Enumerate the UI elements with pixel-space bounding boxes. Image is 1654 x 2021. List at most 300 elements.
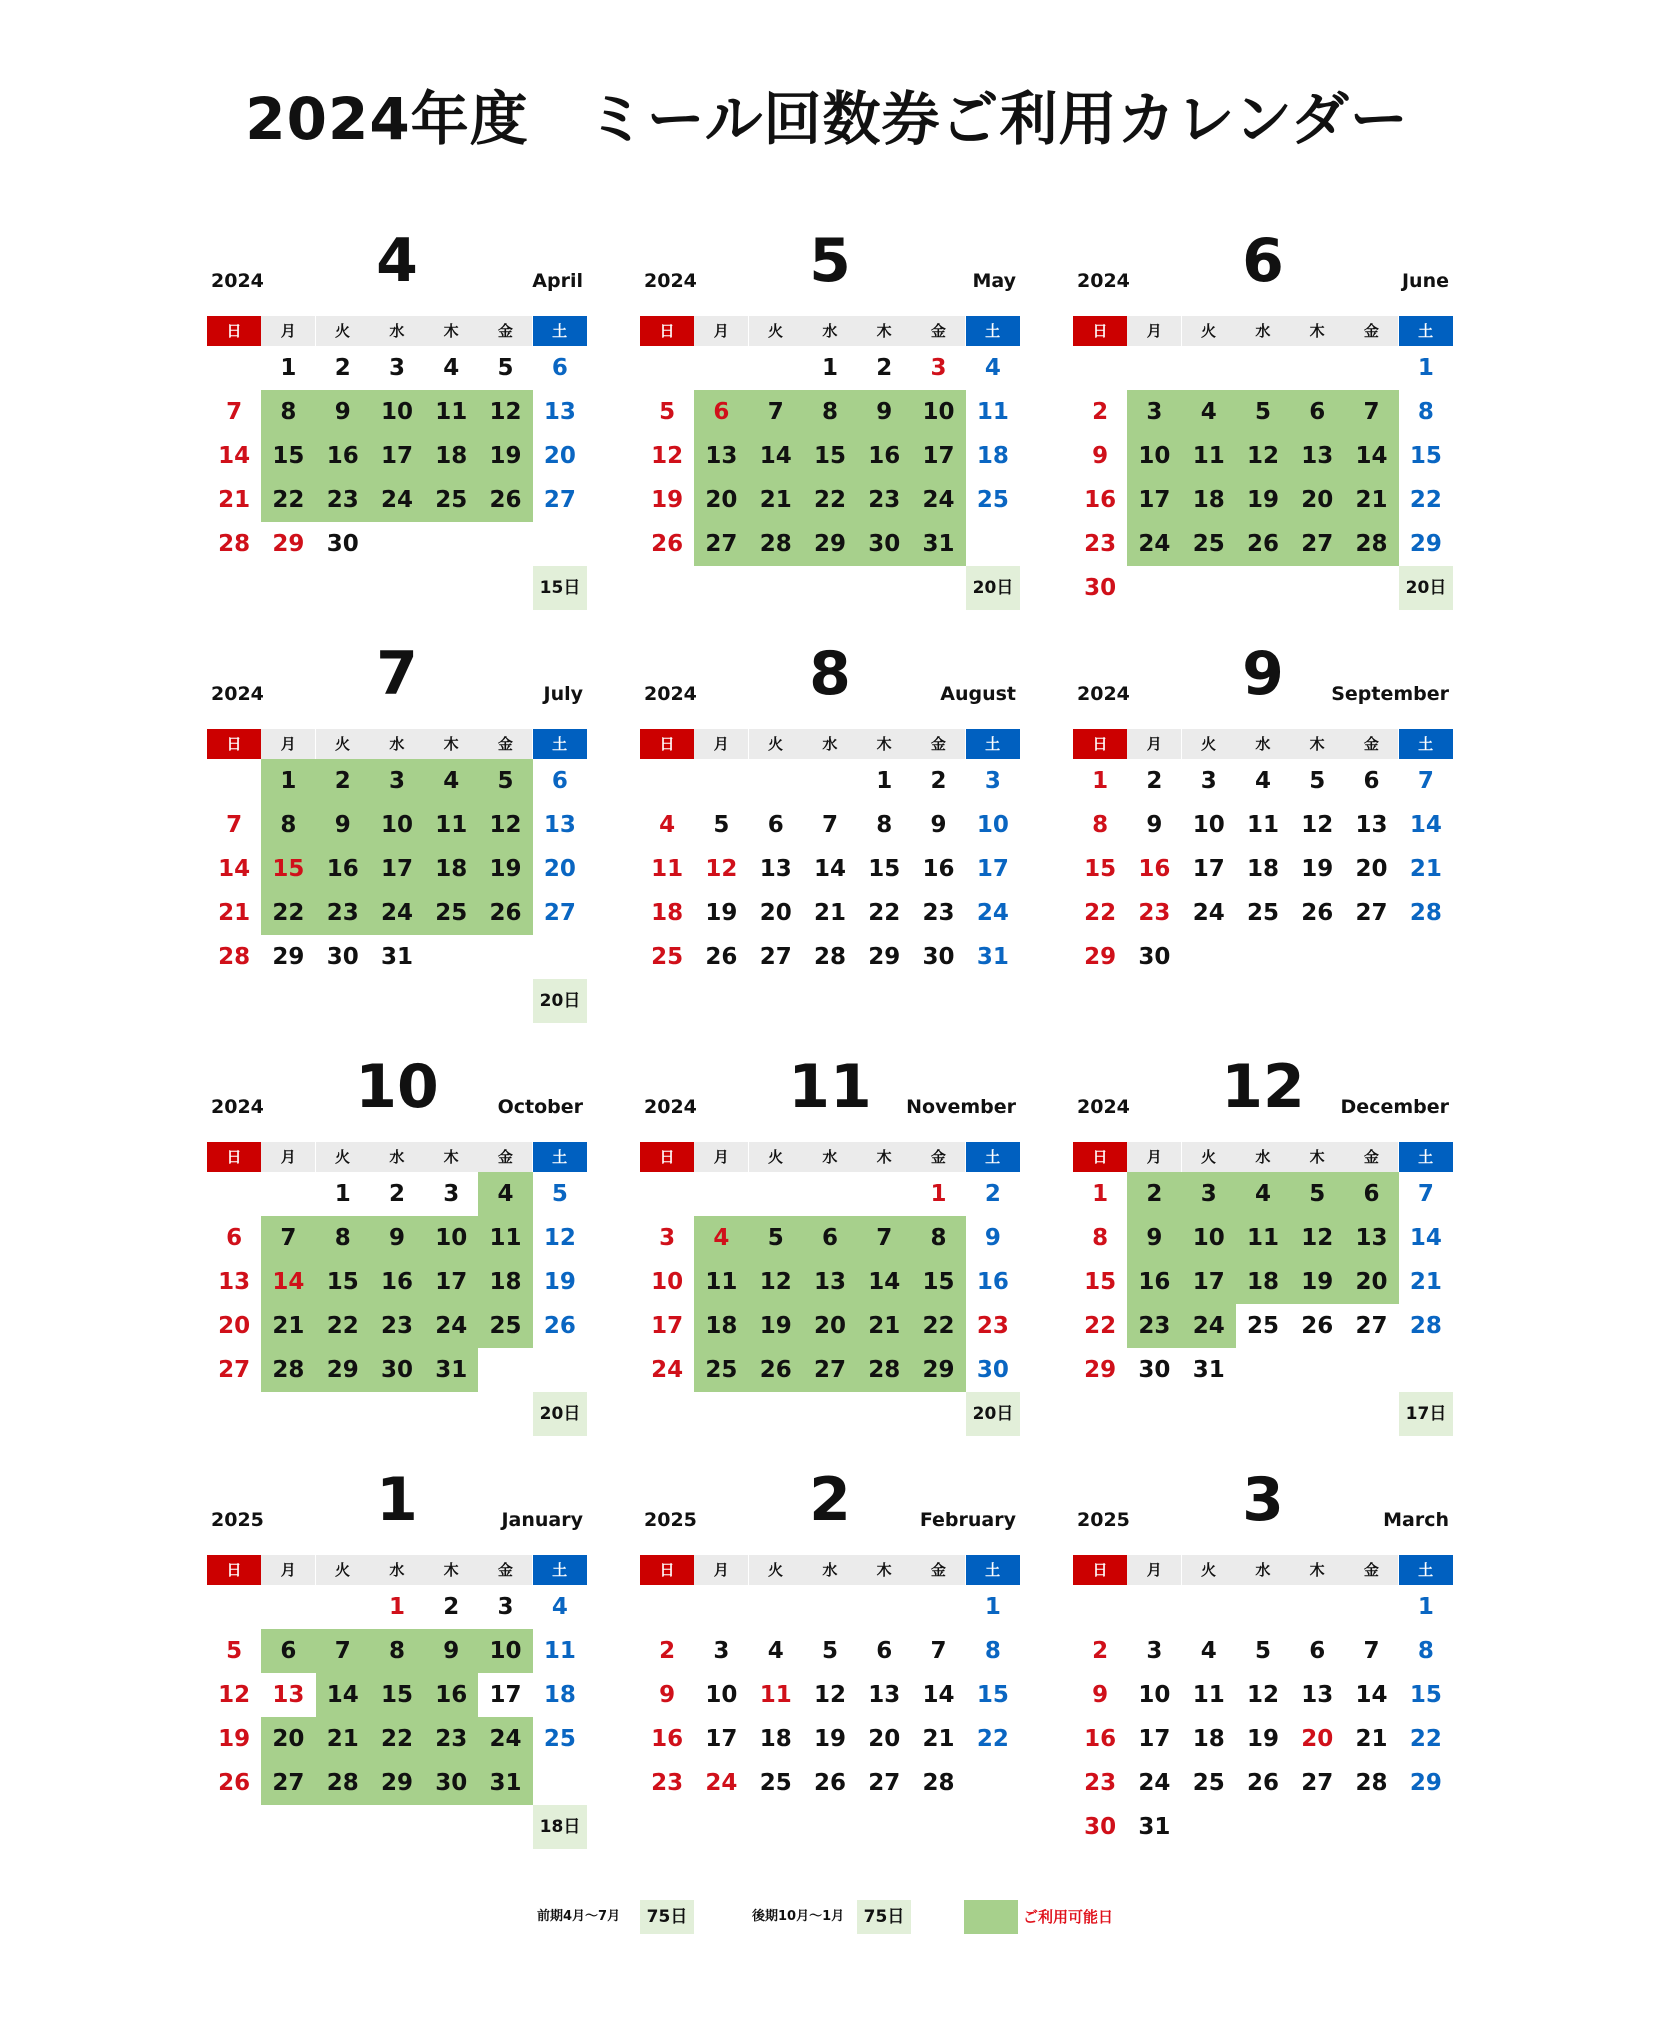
empty-cell xyxy=(749,346,803,390)
weekday-label: 月 xyxy=(261,1555,315,1585)
month-calendar xyxy=(1073,226,1453,616)
day-cell: 30 xyxy=(857,522,911,566)
day-cell: 30 xyxy=(1084,1814,1117,1840)
month-header xyxy=(640,1465,1020,1535)
day-cell: 4 xyxy=(1236,1172,1290,1216)
empty-cell xyxy=(370,522,424,566)
week-row xyxy=(1073,1673,1453,1717)
week-row xyxy=(640,1585,1020,1629)
empty-cell xyxy=(533,935,587,979)
month-grid xyxy=(1073,729,1453,979)
day-cell: 20 xyxy=(868,1726,901,1752)
day-cell: 17 xyxy=(911,434,965,478)
day-cell: 16 xyxy=(1084,1726,1117,1752)
day-cell: 1 xyxy=(1417,355,1434,381)
empty-cell xyxy=(1182,935,1236,979)
day-cell: 16 xyxy=(424,1673,478,1717)
month-name: July xyxy=(543,683,583,705)
day-cell: 31 xyxy=(911,522,965,566)
week-row xyxy=(640,1629,1020,1673)
weekday-label: 木 xyxy=(424,316,478,346)
weekday-header xyxy=(1073,1555,1453,1585)
day-cell: 24 xyxy=(478,1717,532,1761)
day-cell: 27 xyxy=(868,1770,901,1796)
day-cell: 15 xyxy=(1084,1269,1117,1295)
empty-cell xyxy=(694,1585,748,1629)
weekday-label: 水 xyxy=(370,316,424,346)
weekday-label: 金 xyxy=(1344,1555,1398,1585)
day-cell: 8 xyxy=(1092,1225,1109,1251)
day-cell: 16 xyxy=(651,1726,684,1752)
empty-cell xyxy=(966,1761,1020,1805)
day-cell: 26 xyxy=(749,1348,803,1392)
weekday-label: 金 xyxy=(911,316,965,346)
month-name: August xyxy=(940,683,1016,705)
day-cell: 1 xyxy=(1417,1594,1434,1620)
day-cell: 15 xyxy=(261,847,315,891)
day-cell: 7 xyxy=(749,390,803,434)
day-cell: 1 xyxy=(334,1181,351,1207)
day-cell: 21 xyxy=(1355,1726,1388,1752)
empty-cell xyxy=(640,759,694,803)
weekday-label: 金 xyxy=(1344,316,1398,346)
day-cell: 7 xyxy=(857,1216,911,1260)
empty-cell xyxy=(478,1348,532,1392)
day-cell: 5 xyxy=(1309,768,1326,794)
weekday-header xyxy=(640,1555,1020,1585)
week-row xyxy=(207,1629,587,1673)
weekday-label: 木 xyxy=(1290,316,1344,346)
empty-cell xyxy=(1182,1805,1236,1849)
day-cell: 15 xyxy=(1409,1682,1442,1708)
month-available-count: 20日 xyxy=(966,566,1020,610)
month-calendar xyxy=(207,1052,587,1442)
day-cell: 18 xyxy=(1192,1726,1225,1752)
day-cell: 25 xyxy=(694,1348,748,1392)
legend-swatch xyxy=(964,1900,1018,1934)
week-row xyxy=(1073,390,1453,434)
empty-cell xyxy=(1344,1585,1398,1629)
first-term-label: 前期4月～7月 xyxy=(537,1909,621,1924)
day-cell: 26 xyxy=(1236,522,1290,566)
day-cell: 23 xyxy=(316,478,370,522)
day-cell: 8 xyxy=(316,1216,370,1260)
day-cell: 3 xyxy=(930,355,947,381)
day-cell: 11 xyxy=(1192,1682,1225,1708)
day-cell: 14 xyxy=(1409,812,1442,838)
week-row xyxy=(207,759,587,803)
month-year: 2024 xyxy=(644,683,697,705)
day-cell: 27 xyxy=(694,522,748,566)
month-available-count: 18日 xyxy=(533,1805,587,1849)
day-cell: 17 xyxy=(370,847,424,891)
day-cell: 25 xyxy=(976,487,1009,513)
day-cell: 17 xyxy=(370,434,424,478)
day-cell: 10 xyxy=(1138,1682,1171,1708)
week-row xyxy=(640,1172,1020,1216)
day-cell: 8 xyxy=(876,812,893,838)
day-cell: 11 xyxy=(694,1260,748,1304)
day-cell: 5 xyxy=(713,812,730,838)
week-row xyxy=(640,390,1020,434)
weekday-label: 火 xyxy=(1182,1142,1236,1172)
weekday-label: 火 xyxy=(316,1555,370,1585)
day-cell: 29 xyxy=(803,522,857,566)
day-cell: 2 xyxy=(1092,399,1109,425)
day-cell: 5 xyxy=(478,759,532,803)
month-year: 2024 xyxy=(1077,683,1130,705)
day-cell: 21 xyxy=(1409,1269,1442,1295)
day-cell: 17 xyxy=(489,1682,522,1708)
day-cell: 22 xyxy=(261,891,315,935)
empty-cell xyxy=(207,346,261,390)
empty-cell xyxy=(1236,1348,1290,1392)
weekday-label: 月 xyxy=(1127,729,1181,759)
empty-cell xyxy=(857,1585,911,1629)
month-grid xyxy=(640,1555,1020,1805)
weekday-label: 金 xyxy=(478,729,532,759)
empty-cell xyxy=(1399,1805,1453,1849)
month-header xyxy=(1073,639,1453,709)
week-row xyxy=(1073,1304,1453,1348)
day-cell: 4 xyxy=(767,1638,784,1664)
empty-cell xyxy=(261,1585,315,1629)
week-row xyxy=(1073,1585,1453,1629)
month-year: 2024 xyxy=(211,270,264,292)
day-cell: 15 xyxy=(261,434,315,478)
day-cell: 1 xyxy=(876,768,893,794)
day-cell: 29 xyxy=(272,944,305,970)
day-cell: 3 xyxy=(443,1181,460,1207)
day-cell: 1 xyxy=(1092,768,1109,794)
day-cell: 7 xyxy=(821,812,838,838)
week-row xyxy=(207,1260,587,1304)
day-cell: 15 xyxy=(1409,443,1442,469)
day-cell: 19 xyxy=(478,434,532,478)
day-cell: 8 xyxy=(261,803,315,847)
legend-label: ご利用可能日 xyxy=(1023,1908,1114,1926)
weekday-header xyxy=(207,1142,587,1172)
day-cell: 28 xyxy=(922,1770,955,1796)
day-cell: 17 xyxy=(1138,1726,1171,1752)
day-cell: 2 xyxy=(1127,1172,1181,1216)
day-cell: 7 xyxy=(226,399,243,425)
month-name: September xyxy=(1331,683,1449,705)
empty-cell xyxy=(207,1172,261,1216)
week-row xyxy=(640,1348,1020,1392)
day-cell: 27 xyxy=(261,1761,315,1805)
day-cell: 27 xyxy=(218,1357,251,1383)
weekday-label: 水 xyxy=(1236,316,1290,346)
week-row xyxy=(1073,759,1453,803)
day-cell: 14 xyxy=(316,1673,370,1717)
day-cell: 23 xyxy=(857,478,911,522)
day-cell: 8 xyxy=(370,1629,424,1673)
weekday-label: 月 xyxy=(261,729,315,759)
weekday-header xyxy=(1073,1142,1453,1172)
weekday-label: 金 xyxy=(478,1142,532,1172)
empty-cell xyxy=(1344,566,1398,610)
day-cell: 18 xyxy=(424,847,478,891)
day-cell: 5 xyxy=(497,355,514,381)
empty-cell xyxy=(1182,566,1236,610)
day-cell: 5 xyxy=(551,1181,568,1207)
empty-cell xyxy=(1236,346,1290,390)
day-cell: 31 xyxy=(424,1348,478,1392)
day-cell: 10 xyxy=(424,1216,478,1260)
day-cell: 22 xyxy=(1409,487,1442,513)
day-cell: 1 xyxy=(930,1181,947,1207)
week-row xyxy=(1073,847,1453,891)
empty-cell xyxy=(1290,1348,1344,1392)
day-cell: 23 xyxy=(1084,1770,1117,1796)
day-cell: 29 xyxy=(1409,1770,1442,1796)
day-cell: 2 xyxy=(443,1594,460,1620)
day-cell: 2 xyxy=(659,1638,676,1664)
empty-cell xyxy=(803,759,857,803)
month-header xyxy=(640,226,1020,296)
day-cell: 18 xyxy=(424,434,478,478)
month-grid xyxy=(640,1142,1020,1392)
week-row xyxy=(207,847,587,891)
month-header xyxy=(640,1052,1020,1122)
day-cell: 14 xyxy=(922,1682,955,1708)
day-cell: 28 xyxy=(218,944,251,970)
week-row xyxy=(640,1304,1020,1348)
month-year: 2025 xyxy=(211,1509,264,1531)
day-cell: 13 xyxy=(218,1269,251,1295)
weekday-header xyxy=(1073,316,1453,346)
day-cell: 18 xyxy=(478,1260,532,1304)
month-header xyxy=(207,1052,587,1122)
weekday-label: 水 xyxy=(803,316,857,346)
day-cell: 5 xyxy=(821,1638,838,1664)
month-name: November xyxy=(906,1096,1016,1118)
empty-cell xyxy=(911,1585,965,1629)
day-cell: 12 xyxy=(705,856,738,882)
day-cell: 7 xyxy=(1417,768,1434,794)
month-number: 2 xyxy=(809,1465,851,1535)
day-cell: 12 xyxy=(651,443,684,469)
weekday-label: 土 xyxy=(966,316,1020,346)
day-cell: 29 xyxy=(1084,944,1117,970)
week-row xyxy=(207,1761,587,1805)
empty-cell xyxy=(694,346,748,390)
page-title: 2024年度 ミール回数券ご利用カレンダー xyxy=(245,85,1409,153)
day-cell: 12 xyxy=(749,1260,803,1304)
day-cell: 21 xyxy=(1409,856,1442,882)
day-cell: 17 xyxy=(1182,1260,1236,1304)
day-cell: 1 xyxy=(280,355,297,381)
week-row xyxy=(207,1304,587,1348)
day-cell: 14 xyxy=(813,856,846,882)
day-cell: 28 xyxy=(1409,1313,1442,1339)
day-cell: 6 xyxy=(551,768,568,794)
day-cell: 11 xyxy=(759,1682,792,1708)
day-cell: 30 xyxy=(370,1348,424,1392)
day-cell: 3 xyxy=(497,1594,514,1620)
day-cell: 11 xyxy=(543,1638,576,1664)
day-cell: 13 xyxy=(1301,1682,1334,1708)
day-cell: 30 xyxy=(326,944,359,970)
day-cell: 20 xyxy=(1344,1260,1398,1304)
weekday-label: 土 xyxy=(966,1555,1020,1585)
day-cell: 3 xyxy=(388,355,405,381)
day-cell: 14 xyxy=(749,434,803,478)
day-cell: 10 xyxy=(1127,434,1181,478)
week-row xyxy=(207,390,587,434)
day-cell: 26 xyxy=(1301,1313,1334,1339)
day-cell: 6 xyxy=(1344,1172,1398,1216)
empty-cell xyxy=(1236,566,1290,610)
day-cell: 18 xyxy=(1236,1260,1290,1304)
day-cell: 10 xyxy=(370,390,424,434)
day-cell: 21 xyxy=(749,478,803,522)
day-cell: 3 xyxy=(713,1638,730,1664)
day-cell: 27 xyxy=(543,900,576,926)
empty-cell xyxy=(640,1585,694,1629)
day-cell: 18 xyxy=(651,900,684,926)
day-cell: 20 xyxy=(803,1304,857,1348)
empty-cell xyxy=(1073,1585,1127,1629)
day-cell: 8 xyxy=(1417,1638,1434,1664)
day-cell: 23 xyxy=(651,1770,684,1796)
day-cell: 18 xyxy=(976,443,1009,469)
day-cell: 30 xyxy=(1138,944,1171,970)
day-cell: 30 xyxy=(1138,1357,1171,1383)
week-row xyxy=(207,1673,587,1717)
day-cell: 7 xyxy=(1417,1181,1434,1207)
weekday-label: 木 xyxy=(857,316,911,346)
weekday-label: 日 xyxy=(1073,1555,1127,1585)
empty-cell xyxy=(1290,346,1344,390)
day-cell: 27 xyxy=(1290,522,1344,566)
weekday-label: 木 xyxy=(424,1555,478,1585)
day-cell: 13 xyxy=(694,434,748,478)
empty-cell xyxy=(207,1585,261,1629)
day-cell: 4 xyxy=(1182,390,1236,434)
empty-cell xyxy=(1290,1805,1344,1849)
day-cell: 1 xyxy=(821,355,838,381)
day-cell: 16 xyxy=(976,1269,1009,1295)
day-cell: 6 xyxy=(226,1225,243,1251)
day-cell: 16 xyxy=(1084,487,1117,513)
day-cell: 24 xyxy=(705,1770,738,1796)
day-cell: 22 xyxy=(976,1726,1009,1752)
month-header xyxy=(640,639,1020,709)
empty-cell xyxy=(1182,346,1236,390)
weekday-label: 火 xyxy=(749,1142,803,1172)
day-cell: 7 xyxy=(1344,390,1398,434)
day-cell: 24 xyxy=(1138,1770,1171,1796)
day-cell: 29 xyxy=(911,1348,965,1392)
day-cell: 12 xyxy=(1290,1216,1344,1260)
weekday-label: 水 xyxy=(370,1142,424,1172)
day-cell: 21 xyxy=(218,900,251,926)
week-row xyxy=(207,522,587,566)
day-cell: 24 xyxy=(1192,900,1225,926)
day-cell: 10 xyxy=(1192,812,1225,838)
day-cell: 13 xyxy=(1290,434,1344,478)
weekday-label: 日 xyxy=(207,729,261,759)
day-cell: 17 xyxy=(976,856,1009,882)
week-row xyxy=(1073,1629,1453,1673)
day-cell: 7 xyxy=(316,1629,370,1673)
day-cell: 9 xyxy=(659,1682,676,1708)
month-available-count: 20日 xyxy=(1399,566,1453,610)
month-year: 2024 xyxy=(644,270,697,292)
week-row xyxy=(640,803,1020,847)
day-cell: 26 xyxy=(1246,1770,1279,1796)
month-available-count: 20日 xyxy=(533,1392,587,1436)
month-name: February xyxy=(919,1509,1016,1531)
day-cell: 25 xyxy=(543,1726,576,1752)
day-cell: 4 xyxy=(694,1216,748,1260)
day-cell: 25 xyxy=(1246,900,1279,926)
day-cell: 3 xyxy=(370,759,424,803)
weekday-label: 土 xyxy=(966,1142,1020,1172)
empty-cell xyxy=(424,522,478,566)
day-cell: 2 xyxy=(1092,1638,1109,1664)
weekday-label: 水 xyxy=(803,1555,857,1585)
empty-cell xyxy=(478,522,532,566)
day-cell: 4 xyxy=(1200,1638,1217,1664)
day-cell: 28 xyxy=(218,531,251,557)
empty-cell xyxy=(533,1761,587,1805)
day-cell: 8 xyxy=(984,1638,1001,1664)
week-row xyxy=(640,847,1020,891)
day-cell: 12 xyxy=(478,390,532,434)
day-cell: 13 xyxy=(1355,812,1388,838)
weekday-label: 火 xyxy=(316,316,370,346)
day-cell: 21 xyxy=(218,487,251,513)
day-cell: 11 xyxy=(478,1216,532,1260)
day-cell: 5 xyxy=(226,1638,243,1664)
empty-cell xyxy=(857,1172,911,1216)
week-row xyxy=(1073,1260,1453,1304)
day-cell: 23 xyxy=(976,1313,1009,1339)
week-row xyxy=(207,1216,587,1260)
day-cell: 27 xyxy=(543,487,576,513)
day-cell: 16 xyxy=(1138,856,1171,882)
day-cell: 18 xyxy=(694,1304,748,1348)
day-cell: 29 xyxy=(316,1348,370,1392)
month-number: 3 xyxy=(1242,1465,1284,1535)
day-cell: 17 xyxy=(1127,478,1181,522)
day-cell: 19 xyxy=(543,1269,576,1295)
week-row xyxy=(207,803,587,847)
weekday-label: 土 xyxy=(1399,729,1453,759)
day-cell: 9 xyxy=(1127,1216,1181,1260)
day-cell: 15 xyxy=(370,1673,424,1717)
day-cell: 4 xyxy=(1254,768,1271,794)
empty-cell xyxy=(966,522,1020,566)
day-cell: 28 xyxy=(261,1348,315,1392)
month-available-count: 20日 xyxy=(966,1392,1020,1436)
day-cell: 9 xyxy=(857,390,911,434)
weekday-label: 火 xyxy=(1182,316,1236,346)
day-cell: 16 xyxy=(922,856,955,882)
second-term-count: 75日 xyxy=(857,1900,911,1934)
weekday-label: 水 xyxy=(370,1555,424,1585)
day-cell: 8 xyxy=(803,390,857,434)
month-header xyxy=(207,1465,587,1535)
weekday-label: 土 xyxy=(1399,316,1453,346)
weekday-label: 木 xyxy=(857,729,911,759)
day-cell: 25 xyxy=(424,478,478,522)
weekday-label: 月 xyxy=(1127,1142,1181,1172)
empty-cell xyxy=(1073,346,1127,390)
